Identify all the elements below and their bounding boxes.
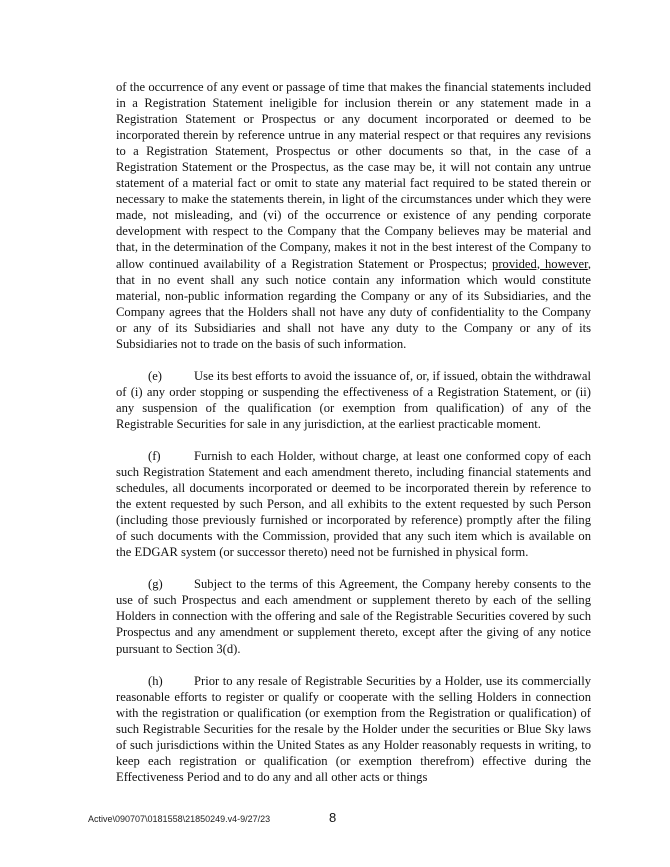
paragraph-continuation-after: , that in no event shall any such notice contain any information which would constitute material, non-public information regarding the Company or any of its Subsidiaries, and the Company agrees that the Holders shall not have any duty of confidentiality to the Company or any of its Subsidiaries and shall not have any duty to the Company or any of its Subsidiaries not to trade on the basis of such information.: [116, 256, 591, 351]
paragraph-f: [116, 448, 591, 560]
paragraph-continuation: [116, 79, 591, 352]
paragraph-g-text: Subject to the terms of this Agreement, the Company hereby consents to the use of such Prospectus and each amendment or supplement thereto by each of the selling Holders in connection with the offering and sale of the Registrable Securities covered by such Prospectus and any amendment or supplement thereto, except after the giving of any notice pursuant to Section 3(d).: [116, 577, 591, 656]
paragraph-g: [116, 576, 591, 656]
paragraph-f-marker: (f): [148, 448, 161, 463]
paragraph-h: [116, 673, 591, 785]
page-number: 8: [329, 810, 337, 825]
paragraph-h-marker: (h): [148, 673, 163, 688]
document-body: [116, 79, 591, 801]
paragraph-e: [116, 368, 591, 432]
paragraph-e-text: Use its best efforts to avoid the issuance of, or, if issued, obtain the withdrawal of (i) any order stopping or suspending the effectiveness of a Registration Statement, or (ii) any suspension of the qualification (or exemption from qualification) of any of the Registrable Securities for sale in any jurisdiction, at the earliest practicable moment.: [116, 368, 591, 431]
paragraph-e-marker: (e): [148, 368, 162, 383]
footer-document-id: Active\090707\0181558\21850249.v4-9/27/23: [88, 814, 271, 824]
paragraph-f-text: Furnish to each Holder, without charge, at least one conformed copy of each such Registration Statement and each amendment thereto, including financial statements and schedules, all documents incorporated or deemed to be incorporated therein by reference to the extent requested by such Person, and all exhibits to the extent requested by such Person (including those previously furnished or incorporated by reference) promptly after the filing of such documents with the Commission, provided that any such item which is available on the EDGAR system (or successor thereto) need not be furnished in physical form.: [116, 448, 591, 560]
paragraph-h-text: Prior to any resale of Registrable Securities by a Holder, use its commercially reasonable efforts to register or qualify or cooperate with the selling Holders in connection with the registration or qualification (or exemption from the Registration or qualification) of such Registrable Securities for the resale by the Holder under the securities or Blue Sky laws of such jurisdictions within the United States as any Holder reasonably requests in writing, to keep each registration or qualification (or exemption therefrom) effective during the Effectiveness Period and to do any and all other acts or things: [116, 673, 591, 784]
provided-however-underlined: provided, however: [492, 256, 588, 271]
paragraph-continuation-before: of the occurrence of any event or passage of time that makes the financial statements included in a Registration Statement ineligible for inclusion therein or any statement made in a Registration Statement or Prospectus or any document incorporated or deemed to be incorporated therein by reference untrue in any material respect or that requires any revisions to a Registration Statement, Prospectus or other documents so that, in the case of a Registration Statement or the Prospectus, as the case may be, it will not contain any untrue statement of a material fact or omit to state any material fact required to be stated therein or necessary to make the statements therein, in light of the circumstances under which they were made, not misleading, and (vi) of the occurrence or existence of any pending corporate development with respect to the Company that the Company believes may be material and that, in the determination of the Company, makes it not in the best interest of the Company to allow continued availability of a Registration Statement or Prospectus;: [116, 80, 591, 271]
paragraph-g-marker: (g): [148, 577, 163, 592]
